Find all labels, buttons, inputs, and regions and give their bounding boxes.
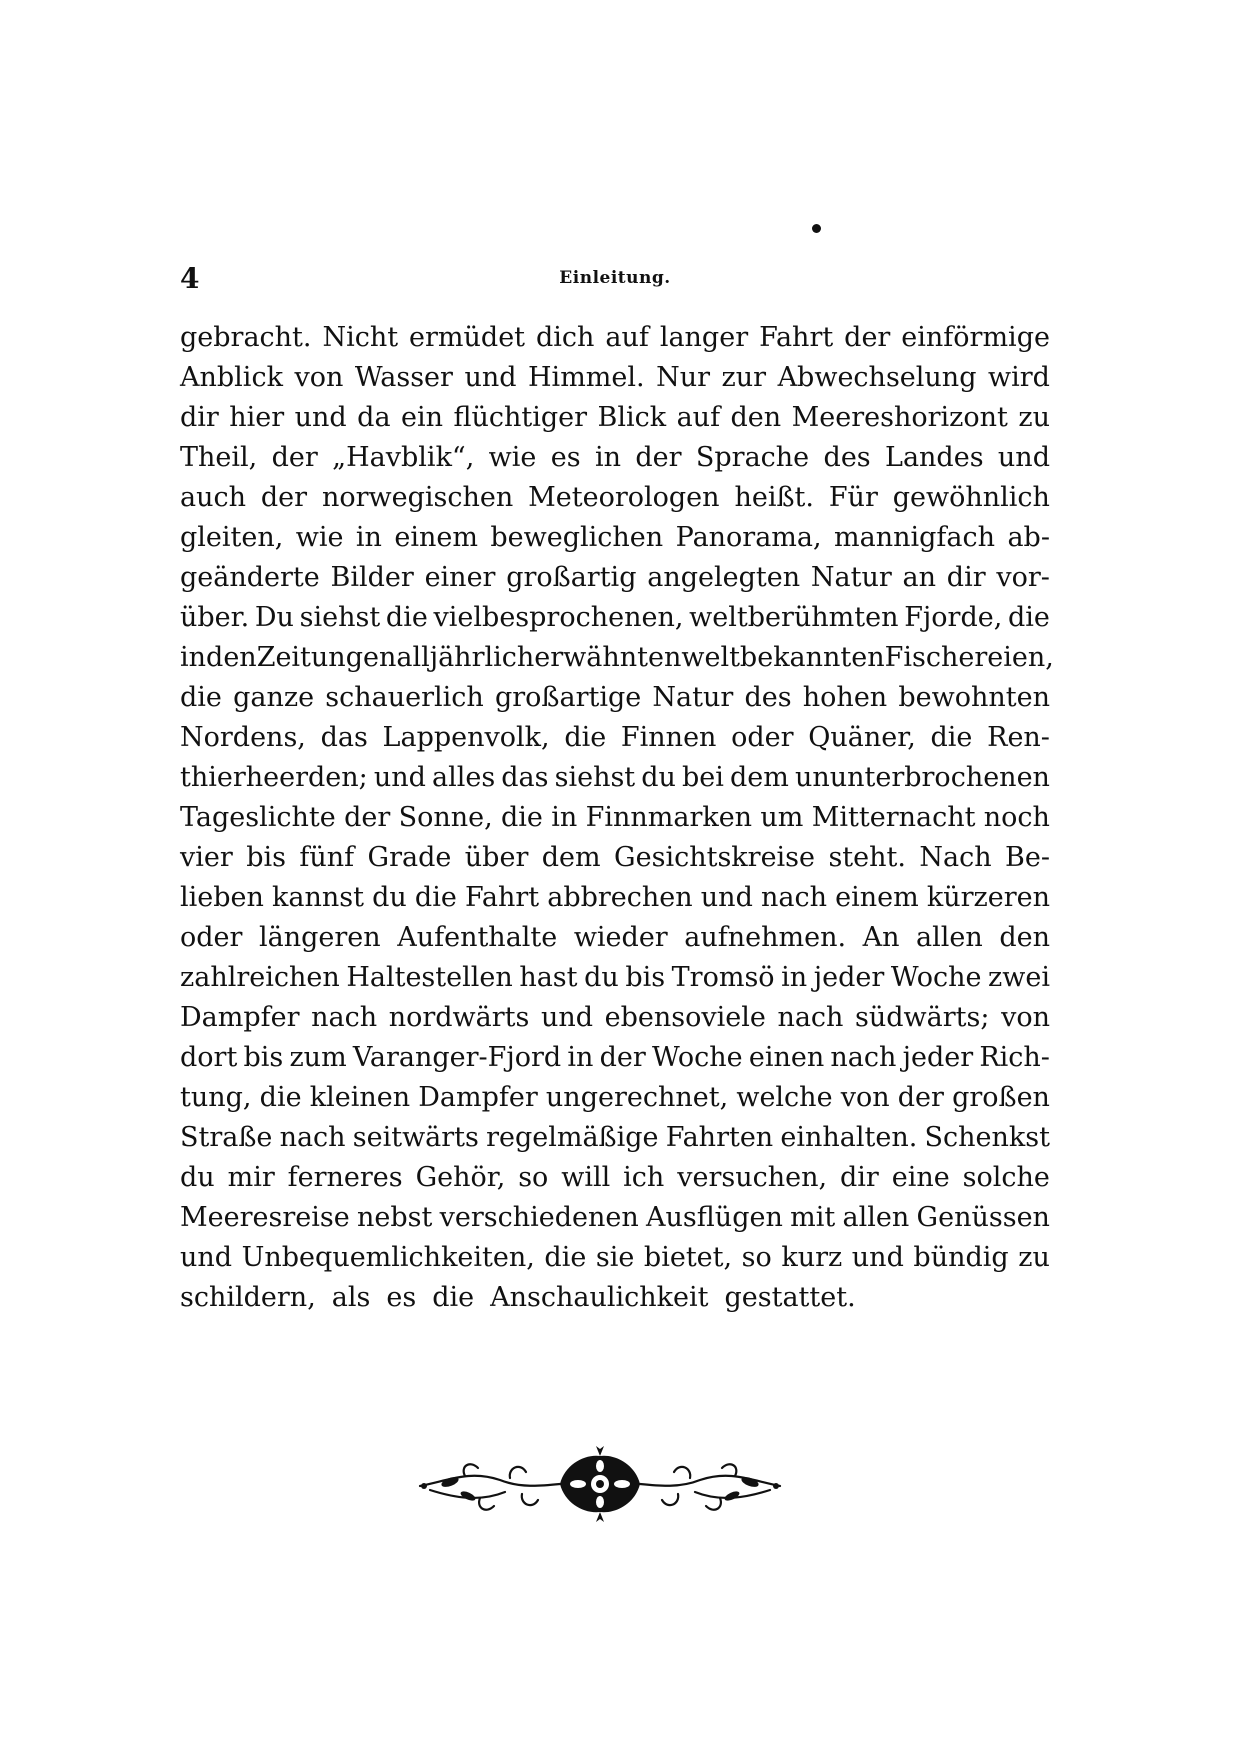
- text-line: auch der norwegischen Meteorologen heißt. Für gewöhnlich: [180, 482, 1050, 513]
- text-line: Dampfer nach nordwärts und ebensoviele nach südwärts; von: [180, 1002, 1050, 1033]
- text-line: Anblick von Wasser und Himmel. Nur zur Abwechselung wird: [180, 362, 1050, 393]
- running-title: Einleitung.: [559, 268, 671, 288]
- running-head: [180, 262, 1050, 298]
- text-line: Meeresreise nebst verschiedenen Ausflügen mit allen Genüssen: [180, 1202, 1050, 1233]
- text-line: thierheerden; und alles das siehst du bei dem ununterbrochenen: [180, 762, 1050, 793]
- text-line: zahlreichen Haltestellen hast du bis Tromsö in jeder Woche zwei: [180, 962, 1050, 993]
- text-line: du mir ferneres Gehör, so will ich versuchen, dir eine solche: [180, 1162, 1050, 1193]
- text-line: Straße nach seitwärts regelmäßige Fahrten einhalten. Schenkst: [180, 1122, 1050, 1153]
- text-line: geänderte Bilder einer großartig angelegten Natur an dir vor-: [180, 562, 1050, 593]
- text-line: dort bis zum Varanger-Fjord in der Woche einen nach jeder Rich-: [180, 1042, 1050, 1073]
- text-line: lieben kannst du die Fahrt abbrechen und nach einem kürzeren: [180, 882, 1050, 913]
- text-line: schildern, als es die Anschaulichkeit gestattet.: [180, 1282, 856, 1313]
- text-line: über. Du siehst die vielbesprochenen, weltberühmten Fjorde, die: [180, 602, 1050, 633]
- text-line: tung, die kleinen Dampfer ungerechnet, welche von der großen: [180, 1082, 1050, 1113]
- floral-vignette-icon: [410, 1440, 790, 1530]
- text-line: Nordens, das Lappenvolk, die Finnen oder Quäner, die Ren-: [180, 722, 1050, 753]
- text-line: Theil, der „Havblik“, wie es in der Sprache des Landes und: [180, 442, 1050, 473]
- body-text: [180, 318, 1054, 1318]
- text-line: gleiten, wie in einem beweglichen Panorama, mannigfach ab-: [180, 522, 1050, 553]
- text-line: oder längeren Aufenthalte wieder aufnehmen. An allen den: [180, 922, 1050, 953]
- text-line: gebracht. Nicht ermüdet dich auf langer Fahrt der einförmige: [180, 322, 1050, 353]
- text-line: und Unbequemlichkeiten, die sie bietet, so kurz und bündig zu: [180, 1242, 1050, 1273]
- text-line: die ganze schauerlich großartige Natur des hohen bewohnten: [180, 682, 1050, 713]
- text-line: Tageslichte der Sonne, die in Finnmarken um Mitternacht noch: [180, 802, 1050, 833]
- text-line: vier bis fünf Grade über dem Gesichtskreise steht. Nach Be-: [180, 842, 1050, 873]
- text-line: in den Zeitungen alljährlich erwähnten weltbekannten Fischereien,: [180, 642, 1054, 673]
- ink-dot: [812, 224, 821, 233]
- page-number: 4: [180, 262, 200, 295]
- text-line: dir hier und da ein flüchtiger Blick auf den Meereshorizont zu: [180, 402, 1050, 433]
